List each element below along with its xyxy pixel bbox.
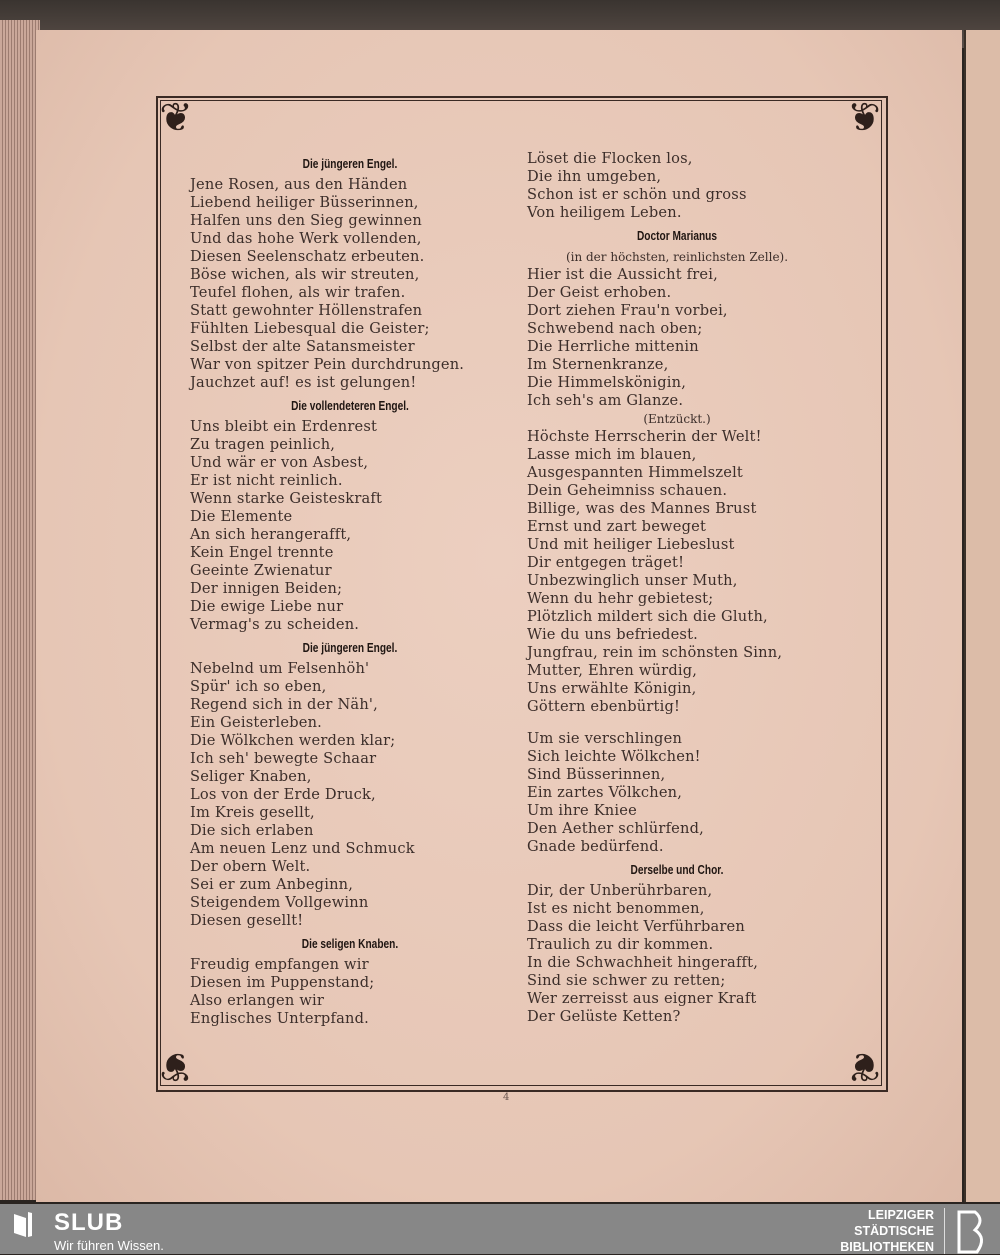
verse-line: Ich seh' bewegte Schaar	[190, 750, 377, 767]
ornament-corner-icon: ❦	[159, 1043, 193, 1089]
verse-line: Billige, was des Mannes Brust	[527, 500, 757, 517]
verse-line: Ein Geisterleben.	[190, 714, 323, 731]
verse-line: Ein zartes Völkchen,	[527, 784, 683, 801]
verse-line: Die Elemente	[190, 508, 293, 525]
verse-line: Schon ist er schön und gross	[527, 186, 747, 203]
speaker-heading: Die vollendeteren Engel.	[291, 398, 409, 413]
verse-line: Traulich zu dir kommen.	[527, 936, 714, 953]
verse-line: Geeinte Zwienatur	[190, 562, 332, 579]
verse-line: Die sich erlaben	[190, 822, 314, 839]
verse-line: Den Aether schlürfend,	[527, 820, 704, 837]
library-b-logo-icon	[944, 1208, 991, 1254]
verse-line: Ernst und zart beweget	[527, 518, 707, 535]
verse-line: Zu tragen peinlich,	[190, 436, 336, 453]
left-text-column	[190, 150, 510, 1028]
speaker-heading: Die jüngeren Engel.	[302, 156, 398, 171]
verse-line: Los von der Erde Druck,	[190, 786, 376, 803]
verse-line: Die ewige Liebe nur	[190, 598, 344, 615]
verse-line: Schwebend nach oben;	[527, 320, 703, 337]
verse-line: Um sie verschlingen	[527, 730, 683, 747]
library-name-line: STÄDTISCHE	[854, 1224, 934, 1238]
verse-line: Diesen Seelenschatz erbeuten.	[190, 248, 425, 265]
verse-line: Also erlangen wir	[190, 992, 325, 1009]
ornament-corner-icon: ❦	[847, 1043, 881, 1089]
verse-line: Diesen gesellt!	[190, 912, 304, 929]
verse-line: Ist es nicht benommen,	[527, 900, 705, 917]
verse-line: Jungfrau, rein im schönsten Sinn,	[527, 644, 783, 661]
stage-direction: (Entzückt.)	[643, 412, 711, 426]
verse-line: Seliger Knaben,	[190, 768, 312, 785]
verse-line: Hier ist die Aussicht frei,	[527, 266, 718, 283]
verse-line: Plötzlich mildert sich die Gluth,	[527, 608, 768, 625]
verse-line: Unbezwinglich unser Muth,	[527, 572, 738, 589]
verse-line: Steigendem Vollgewinn	[190, 894, 369, 911]
verse-line: Sind sie schwer zu retten;	[527, 972, 726, 989]
slub-tagline: Wir führen Wissen.	[54, 1238, 164, 1253]
speaker-heading: Die jüngeren Engel.	[302, 640, 398, 655]
verse-line: Im Kreis gesellt,	[190, 804, 315, 821]
slub-book-icon	[10, 1210, 36, 1238]
speaker-heading: Derselbe und Chor.	[630, 862, 724, 877]
verse-line: Der obern Welt.	[190, 858, 311, 875]
footer-bar	[0, 1204, 1000, 1254]
verse-line: Am neuen Lenz und Schmuck	[190, 840, 415, 857]
verse-line: Im Sternenkranze,	[527, 356, 669, 373]
verse-line: Wie du uns befriedest.	[527, 626, 699, 643]
verse-line: Liebend heiliger Büsserinnen,	[190, 194, 419, 211]
verse-line: Sich leichte Wölkchen!	[527, 748, 701, 765]
verse-line: Halfen uns den Sieg gewinnen	[190, 212, 422, 229]
verse-line: Uns bleibt ein Erdenrest	[190, 418, 378, 435]
verse-line: Um ihre Kniee	[527, 802, 637, 819]
verse-line: Freudig empfangen wir	[190, 956, 369, 973]
verse-line: Ich seh's am Glanze.	[527, 392, 684, 409]
verse-line: Löset die Flocken los,	[527, 150, 693, 167]
verse-line: Englisches Unterpfand.	[190, 1010, 369, 1027]
verse-line: In die Schwachheit hingerafft,	[527, 954, 759, 971]
verse-line: Jauchzet auf! es ist gelungen!	[190, 374, 417, 391]
verse-line: Die Himmelskönigin,	[527, 374, 687, 391]
verse-line: Uns erwählte Königin,	[527, 680, 697, 697]
speaker-heading: Die seligen Knaben.	[301, 936, 399, 951]
verse-line: Die ihn umgeben,	[527, 168, 662, 185]
stage-direction: (in der höchsten, reinlichsten Zelle).	[565, 250, 789, 264]
verse-line: Der innigen Beiden;	[190, 580, 343, 597]
ornament-corner-icon: ❦	[159, 95, 193, 141]
right-text-column	[527, 150, 827, 1026]
verse-line: Der Gelüste Ketten?	[527, 1008, 681, 1025]
verse-line: Dort ziehen Frau'n vorbei,	[527, 302, 728, 319]
library-name-line: LEIPZIGER	[868, 1208, 934, 1222]
verse-line: Böse wichen, als wir streuten,	[190, 266, 420, 283]
library-name	[840, 1207, 934, 1255]
verse-line: Er ist nicht reinlich.	[190, 472, 343, 489]
verse-line: Lasse mich im blauen,	[527, 446, 697, 463]
verse-line: Dein Geheimniss schauen.	[527, 482, 728, 499]
speaker-heading: Doctor Marianus	[636, 228, 717, 243]
verse-line: Der Geist erhoben.	[527, 284, 672, 301]
verse-line: Vermag's zu scheiden.	[190, 616, 360, 633]
verse-line: Wenn du hehr gebietest;	[527, 590, 714, 607]
stanza-gap	[527, 716, 827, 730]
verse-line: Und wär er von Asbest,	[190, 454, 369, 471]
facing-page-edge	[964, 30, 1000, 1202]
verse-line: Von heiligem Leben.	[527, 204, 682, 221]
verse-line: Regend sich in der Näh',	[190, 696, 378, 713]
verse-line: Dir entgegen träget!	[527, 554, 685, 571]
verse-line: Die Herrliche mittenin	[527, 338, 699, 355]
verse-line: Dir, der Unberührbaren,	[527, 882, 713, 899]
verse-line: Jene Rosen, aus den Händen	[190, 176, 408, 193]
verse-line: Sind Büsserinnen,	[527, 766, 666, 783]
verse-line: Statt gewohnter Höllenstrafen	[190, 302, 423, 319]
verse-line: Dass die leicht Verführbaren	[527, 918, 745, 935]
verse-line: Teufel flohen, als wir trafen.	[190, 284, 406, 301]
verse-line: War von spitzer Pein durchdrungen.	[190, 356, 465, 373]
verse-line: Und mit heiliger Liebeslust	[527, 536, 735, 553]
verse-line: Ausgespannten Himmelszelt	[527, 464, 743, 481]
verse-line: Sei er zum Anbeginn,	[190, 876, 354, 893]
verse-line: Fühlten Liebesqual die Geister;	[190, 320, 430, 337]
verse-line: Diesen im Puppenstand;	[190, 974, 375, 991]
page-number: 4	[503, 1092, 510, 1103]
verse-line: Die Wölkchen werden klar;	[190, 732, 396, 749]
verse-line: Selbst der alte Satansmeister	[190, 338, 415, 355]
slub-logo-text: SLUB	[54, 1209, 124, 1236]
verse-line: Wenn starke Geisteskraft	[190, 490, 383, 507]
verse-line: Nebelnd um Felsenhöh'	[190, 660, 370, 677]
verse-line: Göttern ebenbürtig!	[527, 698, 681, 715]
verse-line: Spür' ich so eben,	[190, 678, 327, 695]
page-stack-edge	[0, 20, 40, 1200]
verse-line: Höchste Herrscherin der Welt!	[527, 428, 762, 445]
verse-line: Wer zerreisst aus eigner Kraft	[527, 990, 757, 1007]
verse-line: Kein Engel trennte	[190, 544, 334, 561]
library-name-line: BIBLIOTHEKEN	[840, 1240, 934, 1254]
verse-line: Mutter, Ehren würdig,	[527, 662, 698, 679]
ornament-corner-icon: ❦	[847, 95, 881, 141]
verse-line: An sich herangerafft,	[190, 526, 352, 543]
verse-line: Gnade bedürfend.	[527, 838, 664, 855]
verse-line: Und das hohe Werk vollenden,	[190, 230, 422, 247]
